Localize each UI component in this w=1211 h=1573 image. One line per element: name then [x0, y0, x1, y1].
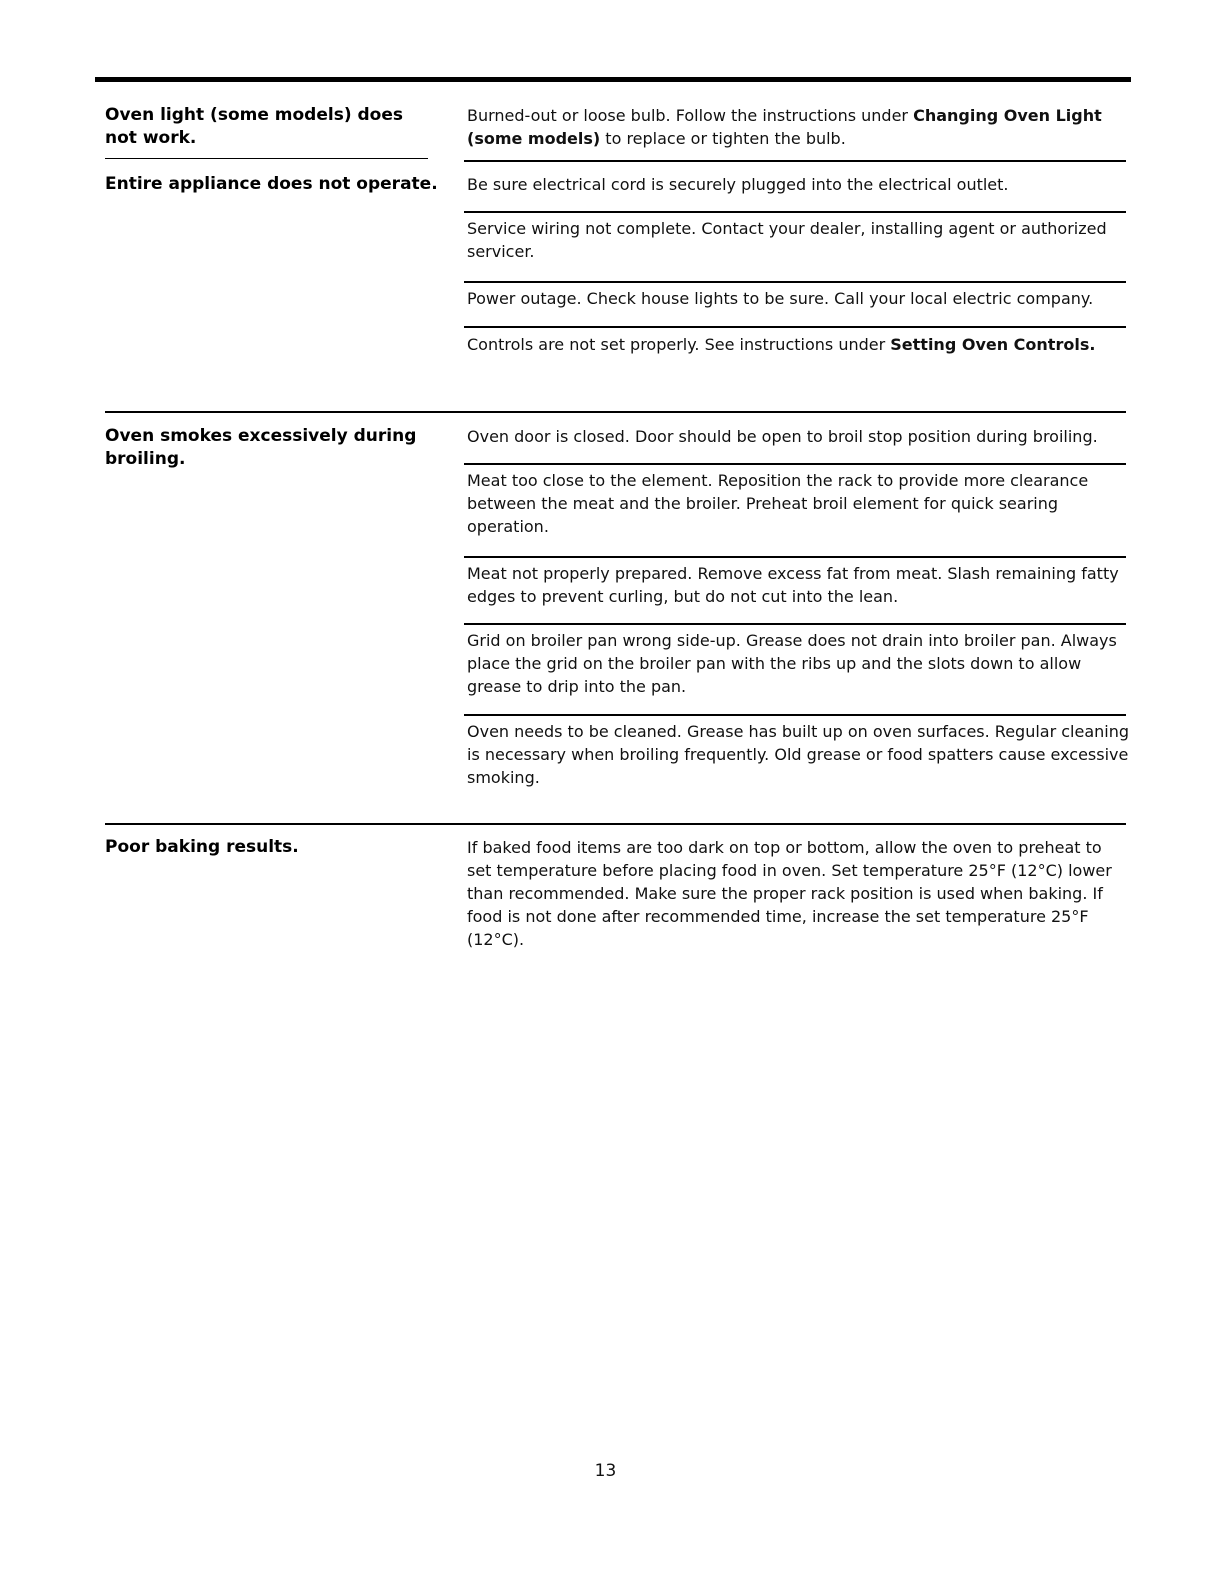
solution-text: Oven needs to be cleaned. Grease has built up on oven surfaces. Regular cleaning is necessary when broiling frequently. Old grease or food spatters cause excessive smoking.	[467, 722, 1130, 787]
row-divider	[464, 160, 1126, 162]
solution-text: Grid on broiler pan wrong side-up. Grease does not drain into broiler pan. Always place the grid on the broiler pan with the ribs up and the slots down to allow grease to drip into the pan.	[467, 631, 1117, 696]
solution-text: Meat too close to the element. Reposition the rack to provide more clearance between the meat and the broiler. Preheat broil element for quick searing operation.	[467, 471, 1089, 536]
solution-text: Controls are not set properly. See instructions under Setting Oven Controls.	[467, 335, 1096, 354]
solution-text: Oven door is closed. Door should be open to broil stop position during broiling.	[467, 427, 1098, 446]
row-divider	[105, 158, 428, 159]
solution-divider	[464, 463, 1126, 465]
problem-oven-light: Oven light (some models) does not work.	[105, 105, 404, 148]
solution-divider	[464, 326, 1126, 328]
solution-divider	[464, 714, 1126, 716]
row-divider	[105, 411, 1126, 413]
problem-appliance-not-operate: Entire appliance does not operate.	[105, 174, 438, 194]
solution-text: Service wiring not complete. Contact your dealer, installing agent or authorized servicer.	[467, 219, 1107, 261]
solution-text: Be sure electrical cord is securely plugged into the electrical outlet.	[467, 175, 1009, 194]
solution-text: Burned-out or loose bulb. Follow the instructions under Changing Oven Light (some models) to replace or tighten the bulb.	[467, 106, 1102, 148]
problem-poor-baking: Poor baking results.	[105, 837, 299, 857]
solution-text: Meat not properly prepared. Remove excess fat from meat. Slash remaining fatty edges to prevent curling, but do not cut into the lean.	[467, 564, 1119, 606]
problem-oven-smokes: Oven smokes excessively during broiling.	[105, 426, 417, 469]
solution-divider	[464, 211, 1126, 213]
solution-divider	[464, 556, 1126, 558]
solution-text: Power outage. Check house lights to be sure. Call your local electric company.	[467, 289, 1094, 308]
top-rule	[95, 77, 1131, 82]
row-divider	[105, 823, 1126, 825]
solution-divider	[464, 281, 1126, 283]
solution-divider	[464, 623, 1126, 625]
page-number: 13	[594, 1461, 617, 1481]
solution-text: If baked food items are too dark on top or bottom, allow the oven to preheat to set temperature before placing food in oven. Set temperature 25°F (12°C) lower than recommended. Make sure the proper rack position is used when baking. If food is not done after recommended time, increase the set temperature 25°F (12°C).	[467, 838, 1112, 949]
